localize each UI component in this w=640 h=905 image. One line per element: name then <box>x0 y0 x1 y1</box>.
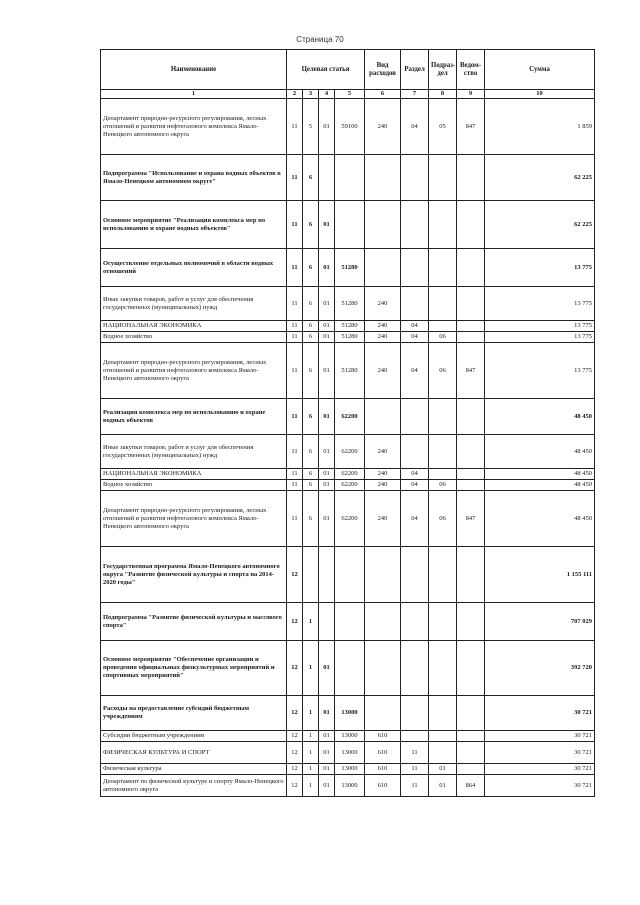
header-vedomstvo: Ведом-ство <box>457 50 485 90</box>
table-row <box>101 491 595 547</box>
target-direction <box>335 201 365 249</box>
target-program: 11 <box>287 332 303 343</box>
table-row <box>101 764 595 775</box>
target-subprogram: 6 <box>303 480 319 491</box>
section: 04 <box>401 469 429 480</box>
target-event: 01 <box>319 435 335 469</box>
table-row <box>101 343 595 399</box>
subsection <box>429 399 457 435</box>
amount: 13 775 <box>485 343 595 399</box>
amount: 30 721 <box>485 764 595 775</box>
target-event: 01 <box>319 480 335 491</box>
target-event: 01 <box>319 399 335 435</box>
target-event: 01 <box>319 99 335 155</box>
target-direction: 13000 <box>335 764 365 775</box>
target-program: 11 <box>287 99 303 155</box>
subsection <box>429 249 457 287</box>
subsection <box>429 547 457 603</box>
subsection <box>429 696 457 731</box>
target-program: 11 <box>287 201 303 249</box>
section <box>401 603 429 641</box>
table-row <box>101 435 595 469</box>
expense-type <box>365 201 401 249</box>
row-name: Основное мероприятие "Реализация комплекса мер по использованию и охране водных объектов" <box>101 201 287 249</box>
section: 11 <box>401 775 429 797</box>
target-direction: 13000 <box>335 742 365 764</box>
table-row <box>101 742 595 764</box>
department-code <box>457 696 485 731</box>
section <box>401 435 429 469</box>
header-target-article: Целевая статья <box>287 50 365 90</box>
section <box>401 399 429 435</box>
row-name: НАЦИОНАЛЬНАЯ ЭКОНОМИКА <box>101 469 287 480</box>
table-row <box>101 547 595 603</box>
target-direction: 62200 <box>335 399 365 435</box>
expense-type <box>365 399 401 435</box>
subsection <box>429 435 457 469</box>
target-direction: 62200 <box>335 435 365 469</box>
amount: 13 775 <box>485 287 595 321</box>
table-row <box>101 399 595 435</box>
expense-type <box>365 641 401 696</box>
row-name: Основное мероприятие "Обеспечение организации и проведения официальных физкультурных мероприятий и спортивных мероприятий" <box>101 641 287 696</box>
target-subprogram: 6 <box>303 469 319 480</box>
subsection: 06 <box>429 332 457 343</box>
amount: 30 721 <box>485 775 595 797</box>
target-direction: 13000 <box>335 731 365 742</box>
target-subprogram: 5 <box>303 99 319 155</box>
department-code: 864 <box>457 775 485 797</box>
row-name: Осуществление отдельных полномочий в области водных отношений <box>101 249 287 287</box>
section <box>401 249 429 287</box>
target-subprogram: 6 <box>303 399 319 435</box>
target-direction: 62200 <box>335 480 365 491</box>
target-direction: 59100 <box>335 99 365 155</box>
expense-type <box>365 249 401 287</box>
subsection <box>429 321 457 332</box>
section: 11 <box>401 742 429 764</box>
target-subprogram: 6 <box>303 343 319 399</box>
target-event: 01 <box>319 249 335 287</box>
expense-type: 240 <box>365 491 401 547</box>
amount: 30 721 <box>485 696 595 731</box>
target-event: 01 <box>319 469 335 480</box>
target-event: 01 <box>319 764 335 775</box>
section: 11 <box>401 764 429 775</box>
row-name: Государственная программа Ямало-Ненецкого автономного округа "Развитие физической культуры и спорта на 2014-2020 годы" <box>101 547 287 603</box>
row-name: Департамент природно-ресурсного регулирования, лесных отношений и развития нефтегазового комплекса Ямало-Ненецкого автономного округа <box>101 343 287 399</box>
section <box>401 155 429 201</box>
target-subprogram: 6 <box>303 435 319 469</box>
col-number: 4 <box>319 90 335 99</box>
department-code <box>457 742 485 764</box>
subsection <box>429 603 457 641</box>
target-subprogram: 6 <box>303 201 319 249</box>
page-number: Страница 70 <box>296 35 344 44</box>
row-name: Субсидии бюджетным учреждениям <box>101 731 287 742</box>
target-event: 01 <box>319 641 335 696</box>
section: 04 <box>401 321 429 332</box>
table-row <box>101 696 595 731</box>
department-code: 847 <box>457 99 485 155</box>
target-program: 12 <box>287 547 303 603</box>
target-program: 11 <box>287 287 303 321</box>
target-direction: 62200 <box>335 469 365 480</box>
col-number: 1 <box>101 90 287 99</box>
header-summa: Сумма <box>485 50 595 90</box>
target-subprogram: 1 <box>303 696 319 731</box>
target-program: 12 <box>287 731 303 742</box>
subsection <box>429 731 457 742</box>
expense-type: 610 <box>365 742 401 764</box>
amount: 48 450 <box>485 491 595 547</box>
column-number-row <box>101 90 595 99</box>
target-program: 11 <box>287 435 303 469</box>
row-name: Департамент природно-ресурсного регулирования, лесных отношений и развития нефтегазового комплекса Ямало-Ненецкого автономного округа <box>101 491 287 547</box>
table-row <box>101 201 595 249</box>
table-row <box>101 641 595 696</box>
subsection: 06 <box>429 491 457 547</box>
target-program: 11 <box>287 343 303 399</box>
target-direction <box>335 155 365 201</box>
target-subprogram: 1 <box>303 731 319 742</box>
target-direction: 13000 <box>335 696 365 731</box>
target-program: 12 <box>287 742 303 764</box>
target-subprogram <box>303 547 319 603</box>
department-code <box>457 731 485 742</box>
subsection <box>429 742 457 764</box>
target-event: 01 <box>319 775 335 797</box>
section <box>401 731 429 742</box>
expense-type: 240 <box>365 321 401 332</box>
amount: 392 720 <box>485 641 595 696</box>
target-subprogram: 1 <box>303 603 319 641</box>
subsection <box>429 641 457 696</box>
expense-type: 240 <box>365 469 401 480</box>
target-event: 01 <box>319 731 335 742</box>
target-event: 01 <box>319 742 335 764</box>
expense-type: 240 <box>365 435 401 469</box>
target-event: 01 <box>319 343 335 399</box>
expense-type: 240 <box>365 332 401 343</box>
department-code <box>457 249 485 287</box>
target-program: 11 <box>287 491 303 547</box>
department-code <box>457 201 485 249</box>
expense-type: 240 <box>365 287 401 321</box>
expense-type <box>365 155 401 201</box>
department-code <box>457 399 485 435</box>
amount: 62 225 <box>485 155 595 201</box>
amount: 48 450 <box>485 480 595 491</box>
table-row <box>101 469 595 480</box>
row-name: Департамент по физической культуре и спорту Ямало-Ненецкого автономного округа <box>101 775 287 797</box>
expense-type: 240 <box>365 343 401 399</box>
amount: 30 721 <box>485 742 595 764</box>
section <box>401 547 429 603</box>
target-event: 01 <box>319 491 335 547</box>
expense-type: 240 <box>365 99 401 155</box>
col-number: 9 <box>457 90 485 99</box>
department-code <box>457 764 485 775</box>
subsection: 06 <box>429 343 457 399</box>
table-row <box>101 731 595 742</box>
table-row <box>101 287 595 321</box>
expense-type <box>365 696 401 731</box>
subsection <box>429 469 457 480</box>
target-subprogram: 6 <box>303 287 319 321</box>
col-number: 3 <box>303 90 319 99</box>
table-row <box>101 775 595 797</box>
expense-type: 610 <box>365 775 401 797</box>
target-program: 11 <box>287 155 303 201</box>
row-name: НАЦИОНАЛЬНАЯ ЭКОНОМИКА <box>101 321 287 332</box>
target-subprogram: 6 <box>303 321 319 332</box>
target-event: 01 <box>319 321 335 332</box>
col-number: 2 <box>287 90 303 99</box>
target-subprogram: 6 <box>303 155 319 201</box>
target-direction <box>335 641 365 696</box>
target-program: 11 <box>287 480 303 491</box>
target-event: 01 <box>319 201 335 249</box>
section <box>401 201 429 249</box>
target-program: 12 <box>287 641 303 696</box>
target-program: 12 <box>287 775 303 797</box>
row-name: Подпрограмма "Использование и охрана водных объектов в Ямало-Ненецком автономном округе" <box>101 155 287 201</box>
target-subprogram: 6 <box>303 332 319 343</box>
target-event <box>319 155 335 201</box>
target-direction: 51280 <box>335 343 365 399</box>
header-name: Наименование <box>101 50 287 90</box>
table-row <box>101 480 595 491</box>
table-row <box>101 332 595 343</box>
section <box>401 696 429 731</box>
subsection <box>429 155 457 201</box>
amount: 13 775 <box>485 249 595 287</box>
target-event <box>319 547 335 603</box>
amount: 48 450 <box>485 469 595 480</box>
expense-type <box>365 603 401 641</box>
table-row <box>101 99 595 155</box>
amount: 13 775 <box>485 321 595 332</box>
amount: 48 450 <box>485 399 595 435</box>
target-event: 01 <box>319 696 335 731</box>
header-podrazdel: Подраз-дел <box>429 50 457 90</box>
amount: 48 450 <box>485 435 595 469</box>
target-subprogram: 6 <box>303 491 319 547</box>
section <box>401 641 429 696</box>
target-direction: 51280 <box>335 321 365 332</box>
section: 04 <box>401 332 429 343</box>
target-program: 12 <box>287 696 303 731</box>
target-program: 11 <box>287 321 303 332</box>
target-direction: 51280 <box>335 249 365 287</box>
target-event: 01 <box>319 287 335 321</box>
section: 04 <box>401 99 429 155</box>
table-header-row <box>101 50 595 90</box>
table-body <box>101 99 595 797</box>
department-code <box>457 469 485 480</box>
subsection <box>429 287 457 321</box>
target-direction <box>335 603 365 641</box>
amount: 1 859 <box>485 99 595 155</box>
department-code <box>457 547 485 603</box>
department-code: 847 <box>457 491 485 547</box>
amount: 62 225 <box>485 201 595 249</box>
section <box>401 287 429 321</box>
col-number: 8 <box>429 90 457 99</box>
row-name: ФИЗИЧЕСКАЯ КУЛЬТУРА И СПОРТ <box>101 742 287 764</box>
col-number: 10 <box>485 90 595 99</box>
department-code <box>457 287 485 321</box>
subsection <box>429 201 457 249</box>
target-subprogram: 1 <box>303 764 319 775</box>
col-number: 7 <box>401 90 429 99</box>
expense-type: 240 <box>365 480 401 491</box>
subsection: 01 <box>429 764 457 775</box>
target-program: 12 <box>287 764 303 775</box>
target-program: 11 <box>287 399 303 435</box>
row-name: Департамент природно-ресурсного регулирования, лесных отношений и развития нефтегазового комплекса Ямало-Ненецкого автономного округа <box>101 99 287 155</box>
row-name: Иные закупки товаров, работ и услуг для обеспечения государственных (муниципальных) нужд <box>101 435 287 469</box>
target-event: 01 <box>319 332 335 343</box>
col-number: 5 <box>335 90 365 99</box>
target-direction <box>335 547 365 603</box>
row-name: Водное хозяйство <box>101 480 287 491</box>
row-name: Физическая культура <box>101 764 287 775</box>
table-row <box>101 321 595 332</box>
amount: 707 029 <box>485 603 595 641</box>
header-vid: Вид расходов <box>365 50 401 90</box>
department-code <box>457 435 485 469</box>
department-code <box>457 641 485 696</box>
department-code <box>457 603 485 641</box>
row-name: Иные закупки товаров, работ и услуг для обеспечения государственных (муниципальных) нужд <box>101 287 287 321</box>
expense-type <box>365 547 401 603</box>
header-razdel: Раздел <box>401 50 429 90</box>
table-row <box>101 155 595 201</box>
table-row <box>101 249 595 287</box>
amount: 1 155 111 <box>485 547 595 603</box>
department-code <box>457 155 485 201</box>
expense-type: 610 <box>365 764 401 775</box>
target-direction: 51280 <box>335 287 365 321</box>
target-subprogram: 1 <box>303 775 319 797</box>
target-program: 12 <box>287 603 303 641</box>
target-direction: 13000 <box>335 775 365 797</box>
table-row <box>101 603 595 641</box>
target-subprogram: 1 <box>303 641 319 696</box>
row-name: Реализация комплекса мер по использованию и охране водных объектов <box>101 399 287 435</box>
subsection: 05 <box>429 99 457 155</box>
target-direction: 62200 <box>335 491 365 547</box>
target-program: 11 <box>287 469 303 480</box>
target-subprogram: 1 <box>303 742 319 764</box>
section: 04 <box>401 343 429 399</box>
subsection: 01 <box>429 775 457 797</box>
col-number: 6 <box>365 90 401 99</box>
target-direction: 51280 <box>335 332 365 343</box>
row-name: Расходы на предоставление субсидий бюджетным учреждениям <box>101 696 287 731</box>
target-event <box>319 603 335 641</box>
expense-type: 610 <box>365 731 401 742</box>
target-subprogram: 6 <box>303 249 319 287</box>
target-program: 11 <box>287 249 303 287</box>
amount: 13 775 <box>485 332 595 343</box>
row-name: Водное хозяйство <box>101 332 287 343</box>
subsection: 06 <box>429 480 457 491</box>
budget-table <box>100 49 595 797</box>
section: 04 <box>401 480 429 491</box>
department-code <box>457 480 485 491</box>
row-name: Подпрограмма "Развитие физической культуры и массового спорта" <box>101 603 287 641</box>
department-code <box>457 321 485 332</box>
section: 04 <box>401 491 429 547</box>
department-code: 847 <box>457 343 485 399</box>
department-code <box>457 332 485 343</box>
amount: 30 721 <box>485 731 595 742</box>
